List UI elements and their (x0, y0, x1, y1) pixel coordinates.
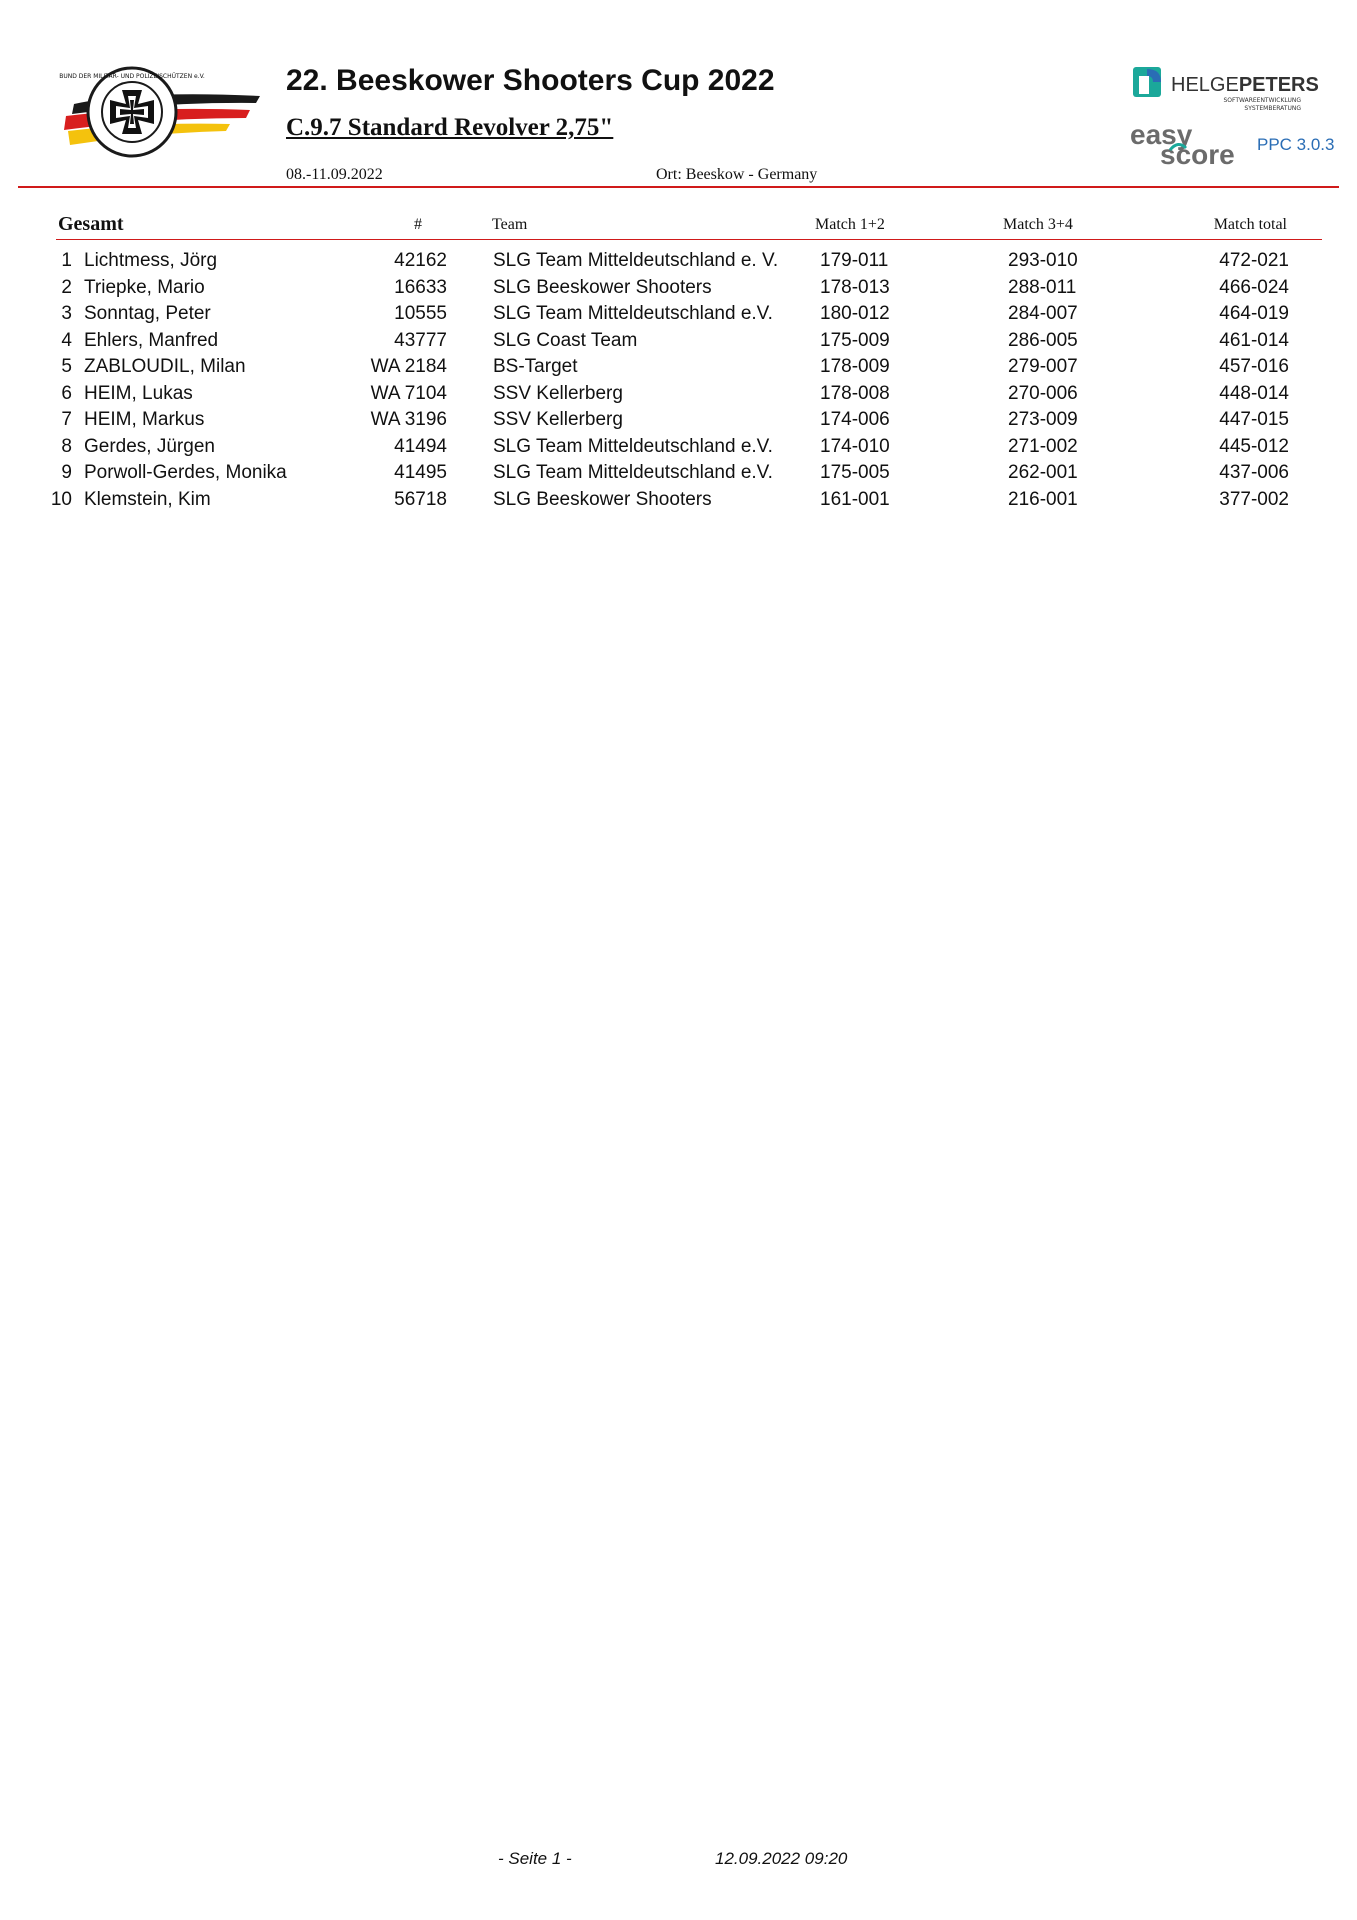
total-score: 461-014 (1219, 329, 1289, 351)
table-row (0, 250, 1357, 276)
rank-cell: 3 (61, 303, 72, 324)
match34-score: 273-009 (1008, 409, 1078, 430)
header-divider (18, 186, 1339, 188)
rank-cell: 6 (61, 382, 72, 404)
federation-seal-icon (60, 60, 260, 165)
svg-text:SYSTEMBERATUNG: SYSTEMBERATUNG (1244, 105, 1301, 112)
match34-score: 279-007 (1008, 356, 1078, 377)
rank-cell: 2 (61, 276, 72, 298)
table-row (0, 330, 1357, 356)
shooter-number: 43777 (394, 329, 447, 351)
total-score: 464-019 (1219, 303, 1289, 324)
shooter-number: 41495 (394, 462, 447, 483)
document-title: 22. Beeskower Shooters Cup 2022 (286, 64, 775, 97)
rank-cell: 7 (61, 409, 72, 430)
match12-score: 175-009 (820, 329, 890, 351)
match12-score: 174-010 (820, 435, 890, 457)
team-name: SLG Team Mitteldeutschland e. V. (493, 250, 779, 271)
rank-cell: 10 (50, 488, 72, 510)
print-timestamp: 12.09.2022 09:20 (715, 1849, 848, 1868)
table-header-divider (56, 239, 1322, 240)
shooter-number: WA 7104 (370, 382, 447, 404)
rank-cell: 4 (61, 329, 72, 351)
rank-cell: 8 (61, 435, 72, 457)
table-row (0, 383, 1357, 409)
table-row (0, 436, 1357, 462)
column-header-total: Match total (1213, 216, 1287, 233)
match12-score: 161-001 (820, 488, 890, 510)
team-name: SSV Kellerberg (493, 382, 623, 404)
svg-text:HELGEPETERS: HELGEPETERS (1171, 74, 1319, 96)
team-name: SSV Kellerberg (493, 409, 623, 430)
match34-score: 288-011 (1008, 276, 1077, 298)
helgepeters-logo (1133, 64, 1319, 120)
shooter-number: 42162 (394, 250, 447, 271)
shooter-name: Triepke, Mario (84, 276, 205, 298)
match34-score: 293-010 (1008, 250, 1078, 271)
shooter-name: Klemstein, Kim (84, 488, 211, 510)
match34-score: 216-001 (1008, 488, 1078, 510)
team-name: BS-Target (493, 356, 578, 377)
column-header-match12: Match 1+2 (815, 216, 885, 233)
team-name: SLG Beeskower Shooters (493, 276, 712, 298)
svg-text:BUND DER MILITÄR- UND POLIZEIS: BUND DER MILITÄR- UND POLIZEISCHÜTZEN e.V. (59, 73, 205, 80)
shooter-number: 56718 (394, 488, 447, 510)
federation-logo (60, 60, 260, 165)
match34-score: 284-007 (1008, 303, 1078, 324)
table-row (0, 277, 1357, 303)
shooter-number: 10555 (394, 303, 447, 324)
shooter-name: Porwoll-Gerdes, Monika (84, 462, 287, 483)
total-score: 457-016 (1219, 356, 1289, 377)
table-row (0, 489, 1357, 515)
match34-score: 286-005 (1008, 329, 1078, 351)
team-name: SLG Team Mitteldeutschland e.V. (493, 462, 773, 483)
total-score: 472-021 (1219, 250, 1289, 271)
shooter-name: HEIM, Markus (84, 409, 205, 430)
table-row (0, 356, 1357, 382)
table-row (0, 462, 1357, 488)
match12-score: 178-013 (820, 276, 890, 298)
match34-score: 271-002 (1008, 435, 1078, 457)
svg-text:score: score (1160, 139, 1235, 170)
section-heading: Gesamt (58, 213, 124, 235)
total-score: 437-006 (1219, 462, 1289, 483)
total-score: 448-014 (1219, 382, 1289, 404)
team-name: SLG Beeskower Shooters (493, 488, 712, 510)
shooter-number: WA 2184 (370, 356, 447, 377)
match12-score: 178-009 (820, 356, 890, 377)
team-name: SLG Coast Team (493, 329, 638, 351)
shooter-number: 16633 (394, 276, 447, 298)
page-number: - Seite 1 - (498, 1849, 572, 1868)
total-score: 445-012 (1219, 435, 1289, 457)
total-score: 466-024 (1219, 276, 1289, 298)
easyscore-icon (1130, 120, 1255, 168)
rank-cell: 1 (61, 250, 72, 271)
column-header-team: Team (492, 216, 528, 233)
column-header-match34: Match 3+4 (1003, 216, 1073, 233)
shooter-name: ZABLOUDIL, Milan (84, 356, 246, 377)
match12-score: 174-006 (820, 409, 890, 430)
shooter-number: WA 3196 (370, 409, 447, 430)
match12-score: 178-008 (820, 382, 890, 404)
total-score: 447-015 (1219, 409, 1289, 430)
team-name: SLG Team Mitteldeutschland e.V. (493, 303, 773, 324)
match34-score: 270-006 (1008, 382, 1078, 404)
match34-score: 262-001 (1008, 462, 1078, 483)
total-score: 377-002 (1219, 488, 1289, 510)
shooter-name: HEIM, Lukas (84, 382, 193, 404)
table-row (0, 409, 1357, 435)
match12-score: 180-012 (820, 303, 890, 324)
event-location: Ort: Beeskow - Germany (656, 166, 818, 183)
shooter-name: Ehlers, Manfred (84, 329, 219, 351)
shooter-name: Gerdes, Jürgen (84, 435, 215, 457)
column-header-number: # (414, 216, 422, 233)
software-version: PPC 3.0.3 (1257, 135, 1335, 154)
shooter-name: Sonntag, Peter (84, 303, 211, 324)
shooter-number: 41494 (394, 435, 447, 457)
svg-text:SOFTWAREENTWICKLUNG: SOFTWAREENTWICKLUNG (1223, 97, 1301, 104)
discipline-title: C.9.7 Standard Revolver 2,75" (286, 114, 614, 141)
match12-score: 179-011 (820, 250, 889, 271)
team-name: SLG Team Mitteldeutschland e.V. (493, 435, 773, 457)
rank-cell: 5 (61, 356, 72, 377)
shooter-name: Lichtmess, Jörg (84, 250, 218, 271)
event-date: 08.-11.09.2022 (286, 166, 383, 183)
match12-score: 175-005 (820, 462, 890, 483)
table-row (0, 303, 1357, 329)
helgepeters-icon (1133, 64, 1319, 120)
easyscore-logo (1130, 120, 1255, 168)
rank-cell: 9 (61, 462, 72, 483)
svg-text:easy: easy (1130, 119, 1193, 150)
